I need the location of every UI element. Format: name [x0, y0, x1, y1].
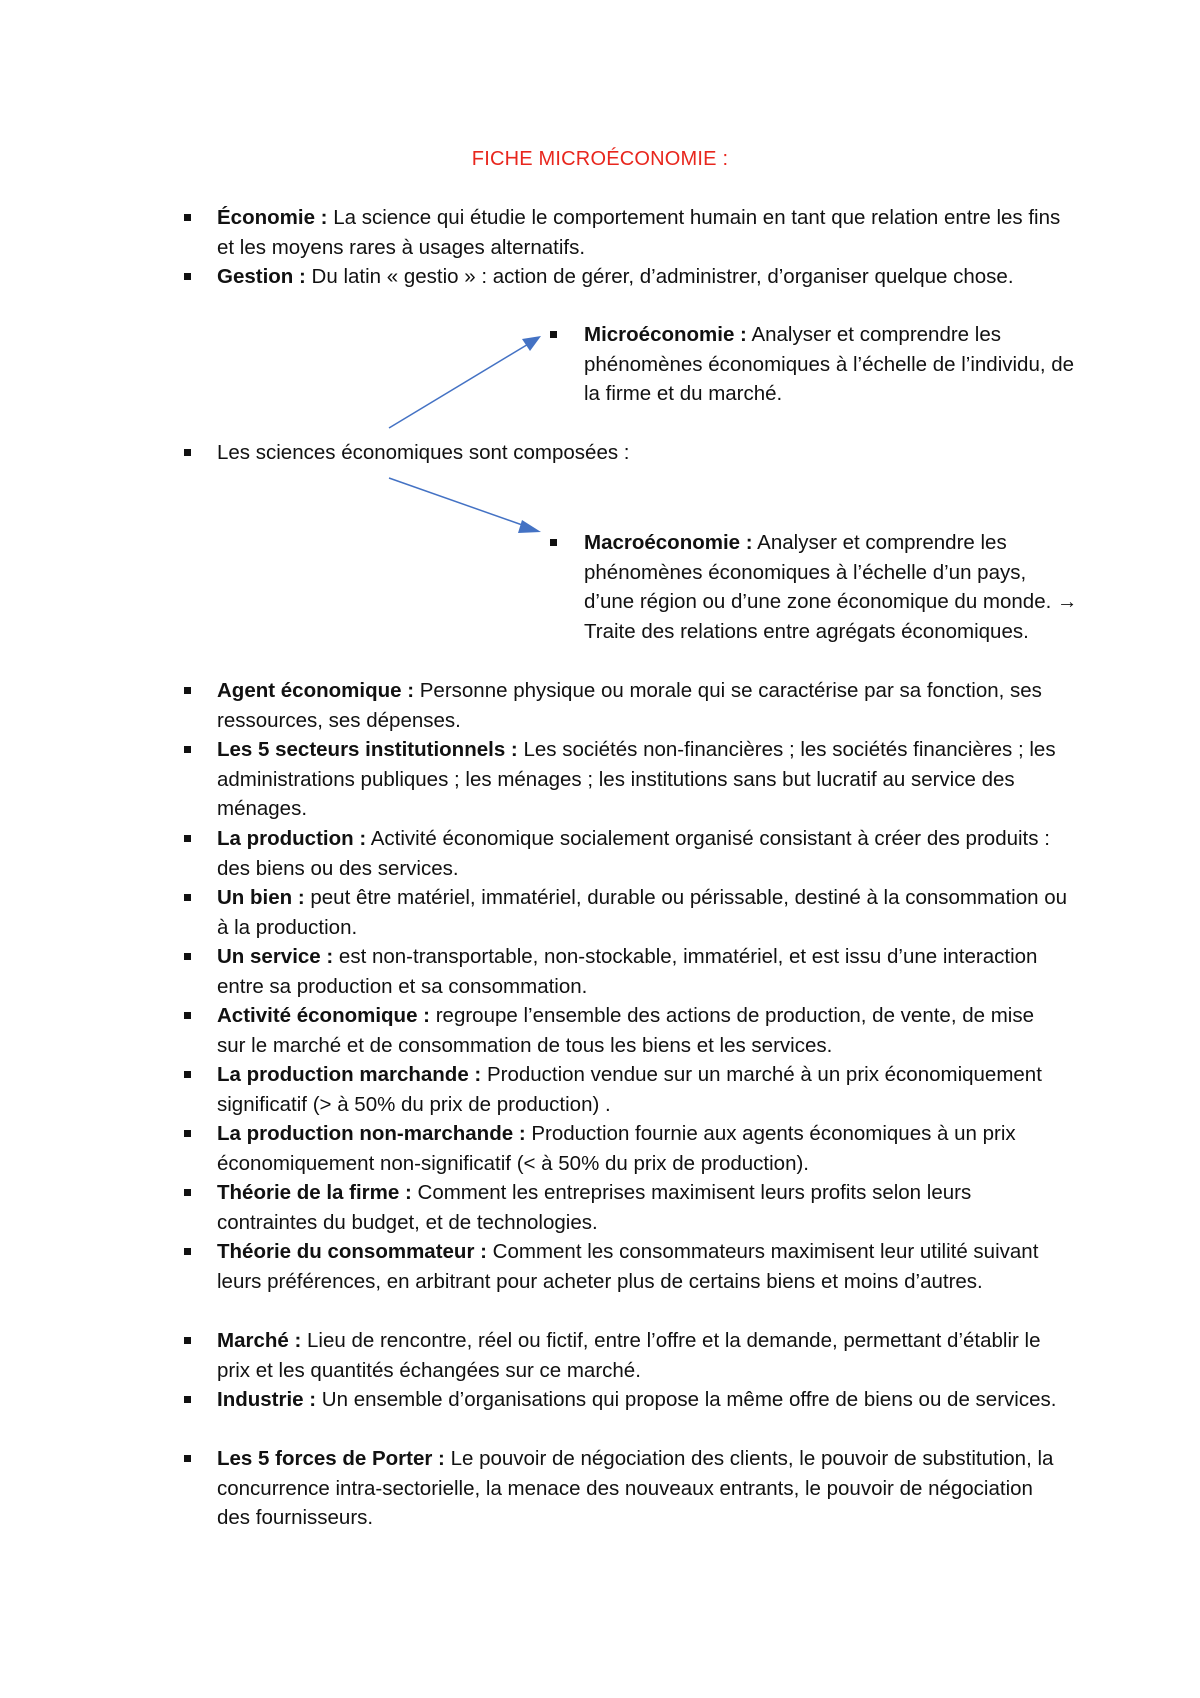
- square-bullet-icon: [184, 214, 191, 221]
- square-bullet-icon: [184, 1455, 191, 1462]
- right-arrow-icon: →: [1057, 590, 1078, 613]
- square-bullet-icon: [184, 687, 191, 694]
- definition-term: Théorie de la firme :: [217, 1181, 412, 1204]
- list-item-production-non-marchande: [217, 1119, 1067, 1178]
- list-item-industrie: [217, 1385, 1067, 1415]
- square-bullet-icon: [184, 1248, 191, 1255]
- definition-text: Un ensemble d’organisations qui propose la même offre de biens ou de services.: [316, 1388, 1057, 1411]
- list-item-agent-economique: [217, 676, 1067, 735]
- square-bullet-icon: [184, 1130, 191, 1137]
- list-item-macroeconomie: [584, 528, 1079, 646]
- definition-text: Activité économique socialement organisé consistant à créer des produits : des biens ou des services.: [217, 827, 1050, 880]
- definition-text: Analyser et comprendre les phénomènes économiques à l’échelle d’un pays, d’une région ou d’une zone économique du monde.: [584, 531, 1057, 613]
- definition-text: Analyser et comprendre les phénomènes économiques à l’échelle de l’individu, de la firme et du marché.: [584, 323, 1075, 405]
- definition-text: Production vendue sur un marché à un prix économiquement significatif (> à 50% du prix de production) .: [217, 1063, 1042, 1116]
- definition-text: La science qui étudie le comportement humain en tant que relation entre les fins et les moyens rares à usages alternatifs.: [217, 206, 1061, 259]
- list-item-bien: [217, 883, 1067, 942]
- list-item-theorie-firme: [217, 1178, 1067, 1237]
- definition-term: Économie :: [217, 206, 328, 229]
- definition-term: Un bien :: [217, 886, 305, 909]
- square-bullet-icon: [184, 1189, 191, 1196]
- definition-text: Production fournie aux agents économiques à un prix économiquement non-significatif (< à 50% du prix de production).: [217, 1122, 1016, 1175]
- definition-term: Les 5 forces de Porter :: [217, 1447, 445, 1470]
- definition-term: Microéconomie :: [584, 323, 747, 346]
- square-bullet-icon: [184, 1071, 191, 1078]
- definition-text: Personne physique ou morale qui se caractérise par sa fonction, ses ressources, ses dépenses.: [217, 679, 1042, 732]
- definition-term: Activité économique :: [217, 1004, 431, 1027]
- arrow-to-macroeconomie: [389, 478, 541, 533]
- list-item-forces-porter: [217, 1444, 1067, 1533]
- definition-text: Le pouvoir de négociation des clients, le pouvoir de substitution, la concurrence intra-sectorielle, la menace des nouveaux entrants, le pouvoir de négociation des fournisseurs.: [217, 1447, 1054, 1529]
- definition-text: Les sciences économiques sont composées :: [217, 441, 630, 464]
- definition-text: regroupe l’ensemble des actions de production, de vente, de mise sur le marché et de consommation de tous les biens et les services.: [217, 1004, 1034, 1057]
- list-item-gestion: [217, 262, 1067, 292]
- definition-term: Un service :: [217, 945, 334, 968]
- square-bullet-icon: [184, 746, 191, 753]
- square-bullet-icon: [184, 1396, 191, 1403]
- list-item-activite-economique: [217, 1001, 1067, 1060]
- square-bullet-icon: [184, 273, 191, 280]
- page-title: FICHE MICROÉCONOMIE :: [471, 148, 729, 170]
- list-item-production: [217, 824, 1067, 883]
- definition-term: La production :: [217, 827, 367, 850]
- definition-term: Gestion :: [217, 265, 306, 288]
- definition-term: Industrie :: [217, 1388, 317, 1411]
- list-item-theorie-consommateur: [217, 1237, 1067, 1296]
- square-bullet-icon: [550, 331, 557, 338]
- definition-text: Comment les consommateurs maximisent leur utilité suivant leurs préférences, en arbitrant pour acheter plus de certains biens et moins d’autres.: [217, 1240, 1039, 1293]
- definition-text: Les sociétés non-financières ; les sociétés financières ; les administrations publiques ; les ménages ; les institutions sans but lucratif au service des ménages.: [217, 738, 1056, 820]
- square-bullet-icon: [184, 1012, 191, 1019]
- definition-term: Agent économique :: [217, 679, 415, 702]
- list-item-service: [217, 942, 1067, 1001]
- definition-term: Marché :: [217, 1329, 302, 1352]
- definition-text: Lieu de rencontre, réel ou fictif, entre l’offre et la demande, permettant d’établir le prix et les quantités échangées sur ce marché.: [217, 1329, 1041, 1382]
- square-bullet-icon: [184, 1337, 191, 1344]
- definition-term: La production non-marchande :: [217, 1122, 526, 1145]
- list-item-secteurs-institutionnels: [217, 735, 1067, 824]
- definition-text: peut être matériel, immatériel, durable ou périssable, destiné à la consommation ou à la production.: [217, 886, 1068, 939]
- arrow-to-microeconomie: [389, 336, 541, 428]
- definition-term: Les 5 secteurs institutionnels :: [217, 738, 518, 761]
- square-bullet-icon: [184, 835, 191, 842]
- definition-text: Du latin « gestio » : action de gérer, d’administrer, d’organiser quelque chose.: [305, 265, 1014, 288]
- square-bullet-icon: [184, 953, 191, 960]
- definition-text: est non-transportable, non-stockable, immatériel, et est issu d’une interaction entre sa production et sa consommation.: [217, 945, 1038, 998]
- list-item-sciences-economiques: [217, 438, 1067, 468]
- list-item-marche: [217, 1326, 1067, 1385]
- definition-term: La production marchande :: [217, 1063, 482, 1086]
- list-item-microeconomie: [584, 320, 1079, 409]
- square-bullet-icon: [184, 449, 191, 456]
- definition-term: Théorie du consommateur :: [217, 1240, 487, 1263]
- square-bullet-icon: [184, 894, 191, 901]
- definition-text-after-arrow: Traite des relations entre agrégats économiques.: [584, 619, 1029, 643]
- list-item-economie: [217, 203, 1067, 262]
- definition-term: Macroéconomie :: [584, 531, 753, 554]
- list-item-production-marchande: [217, 1060, 1067, 1119]
- definition-text: Comment les entreprises maximisent leurs profits selon leurs contraintes du budget, et de technologies.: [217, 1181, 972, 1234]
- square-bullet-icon: [550, 539, 557, 546]
